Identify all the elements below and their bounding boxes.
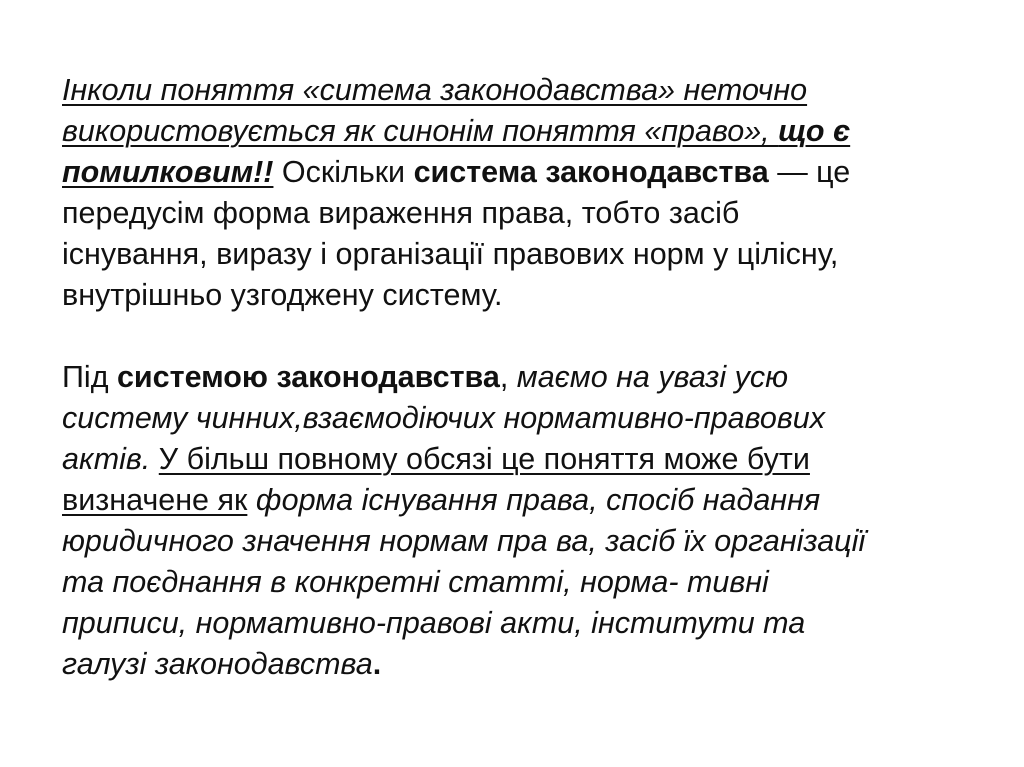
text-line: внутрішньо узгоджену систему. (62, 278, 503, 312)
text-line: галузі законодавства. (62, 647, 382, 681)
text-line: приписи, нормативно-правові акти, інститути та (62, 606, 806, 640)
text-line: юридичного значення нормам пра ва, засіб їх організації (62, 524, 866, 558)
text-line: Інколи поняття «ситема законодавства» неточно (62, 73, 808, 107)
key-term: система законодавства (413, 155, 769, 189)
text-line: помилковим!! Оскільки система законодавства — це (62, 155, 851, 189)
text-line: існування, виразу і організації правових норм у цілісну, (62, 237, 839, 271)
paragraph-system-meaning (62, 357, 982, 685)
emphasis-phrase: помилковим!! (62, 155, 274, 189)
key-term: системою законодавства (116, 360, 500, 394)
text-line: визначене як форма існування права, спосіб надання (62, 483, 821, 517)
text-line: використовується як синонім поняття «право», що є (62, 114, 851, 148)
text-line: систему чинних,взаємодіючих нормативно-правових (62, 401, 825, 435)
text-line: та поєднання в конкретні статті, норма- тивні (62, 565, 769, 599)
text-line: актів. У більш повному обсязі це поняття може бути (62, 442, 810, 476)
text-line: Під системою законодавства, маємо на увазі усю (62, 360, 789, 394)
paragraph-system-definition (62, 70, 982, 316)
emphasis-phrase: що є (778, 114, 851, 148)
text-line: передусім форма вираження права, тобто засіб (62, 196, 740, 230)
